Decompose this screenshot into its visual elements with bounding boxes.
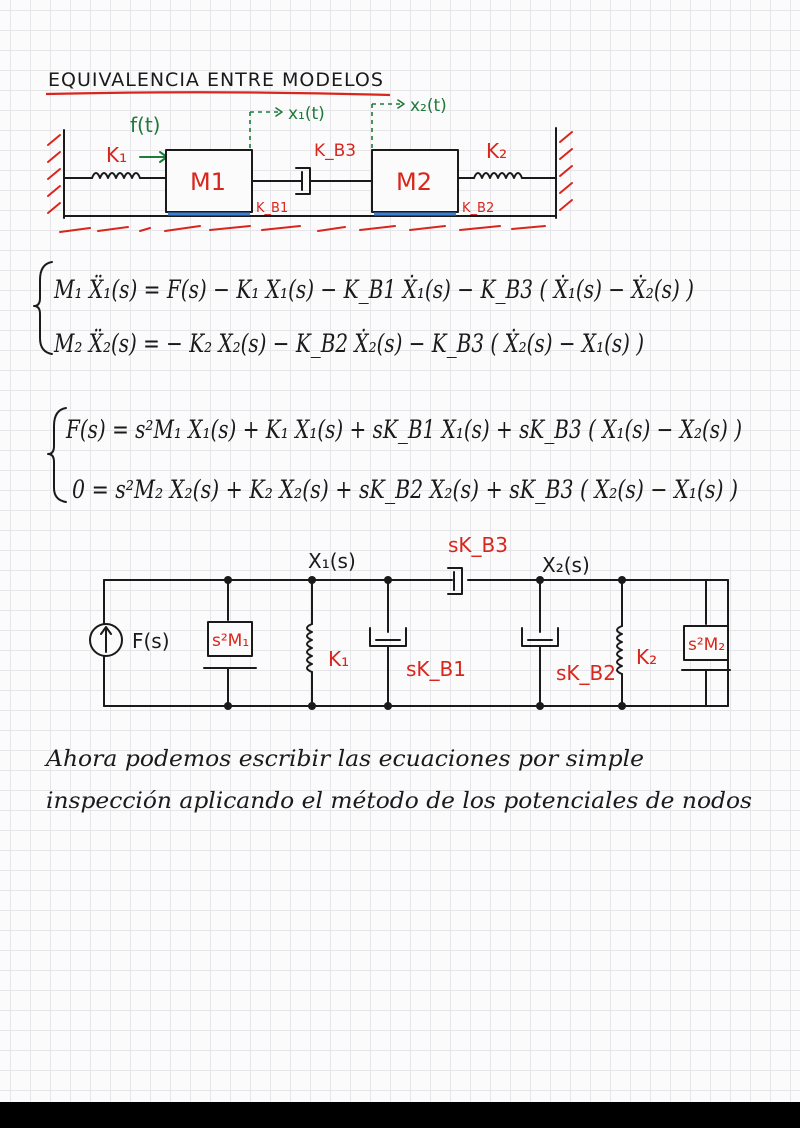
floor-hatch (60, 226, 545, 232)
force-label: f(t) (130, 113, 161, 137)
left-wall-hatch (48, 135, 60, 213)
node-dots (224, 576, 626, 710)
equation-system-laplace (48, 408, 742, 504)
inductor-k1 (307, 624, 312, 672)
note-line-2: inspección aplicando el método de los potenciales de nodos (46, 789, 752, 814)
k1-label: K₁ (328, 647, 350, 671)
m1-label: s²M₁ (212, 631, 250, 651)
equation-m2: M₂ Ẍ₂(s) = − K₂ X₂(s) − K_B2 Ẋ₂(s) − K_B3 ( Ẋ₂(s) − X₁(s) ) (53, 329, 645, 358)
damper3-label: K_B3 (314, 141, 357, 161)
mass2-label: M2 (396, 168, 432, 196)
skb2-label: sK_B2 (556, 661, 616, 685)
node2-label: X₂(s) (542, 553, 590, 577)
skb1-label: sK_B1 (406, 657, 466, 681)
spring-k1 (92, 173, 140, 178)
equation-m1: M₁ Ẍ₁(s) = F(s) − K₁ X₁(s) − K_B1 Ẋ₁(s) − K_B3 ( Ẋ₁(s) − Ẋ₂(s) ) (53, 275, 694, 304)
mass1-label: M1 (190, 168, 226, 196)
mechanical-diagram (48, 96, 572, 232)
friction2-label: K_B2 (462, 201, 495, 216)
page-title: EQUIVALENCIA ENTRE MODELOS (48, 69, 384, 91)
title-underline (46, 92, 390, 95)
m2-label: s²M₂ (688, 635, 726, 655)
equation-fs: F(s) = s²M₁ X₁(s) + K₁ X₁(s) + sK_B1 X₁(s) + sK_B3 ( X₁(s) − X₂(s) ) (65, 415, 742, 444)
analog-circuit (90, 533, 730, 710)
disp2-label: x₂(t) (410, 96, 447, 116)
equation-system-time (34, 262, 694, 358)
inductor-k2 (617, 626, 622, 674)
source-label: F(s) (132, 629, 170, 653)
spring-k2 (474, 173, 522, 178)
note-line-1: Ahora podemos escribir las ecuaciones por simple (43, 747, 645, 772)
node1-label: X₁(s) (308, 549, 356, 573)
spring1-label: K₁ (106, 143, 128, 167)
friction1-label: K_B1 (256, 201, 289, 216)
equation-zero: 0 = s²M₂ X₂(s) + K₂ X₂(s) + sK_B2 X₂(s) + sK_B3 ( X₂(s) − X₁(s) ) (72, 475, 738, 504)
right-wall-hatch (560, 132, 572, 210)
spring2-label: K₂ (486, 139, 508, 163)
brace-1 (34, 262, 52, 354)
brace-2 (48, 408, 66, 502)
skb3-label: sK_B3 (448, 533, 508, 557)
disp1-label: x₁(t) (288, 104, 325, 124)
k2-label: K₂ (636, 645, 658, 669)
